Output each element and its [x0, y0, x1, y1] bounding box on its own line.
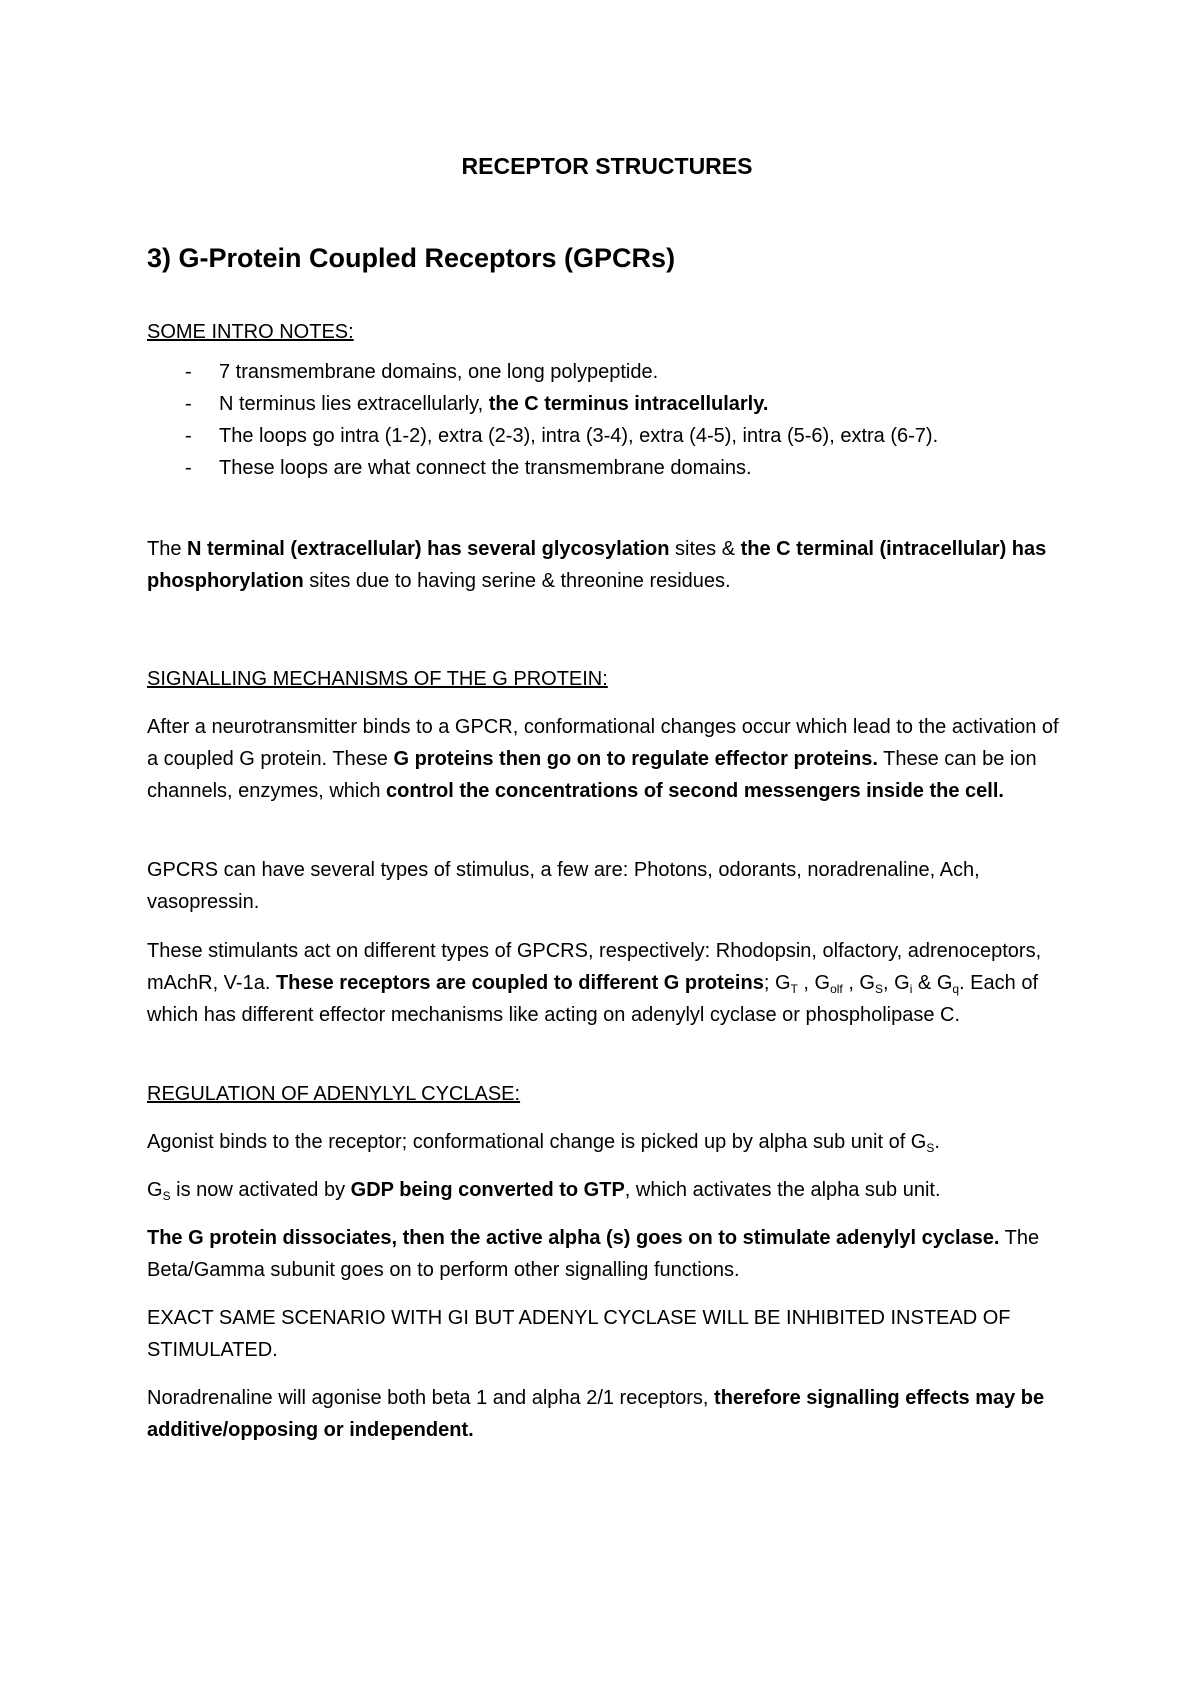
text-run-bold: N terminal (extracellular) has several glycosylation [187, 538, 670, 560]
regulation-paragraph-4: EXACT SAME SCENARIO WITH GI BUT ADENYL CYCLASE WILL BE INHIBITED INSTEAD OF STIMULATED. [147, 1307, 1011, 1361]
regulation-paragraph-2 [147, 1174, 1067, 1206]
signalling-paragraph-1 [147, 711, 1067, 807]
section-heading-gpcrs: 3) G-Protein Coupled Receptors (GPCRs) [147, 243, 676, 273]
regulation-paragraph-1 [147, 1126, 1067, 1158]
text-run: , G [797, 972, 831, 994]
subscript: S [162, 1189, 171, 1203]
list-item [147, 356, 1067, 388]
text-run: sites due to having serine & threonine residues. [303, 570, 731, 592]
signalling-paragraph-3 [147, 935, 1067, 1031]
subscript: S [875, 982, 884, 996]
text-run: , which activates the alpha sub unit. [624, 1179, 941, 1201]
text-run-bold: G proteins then go on to regulate effector proteins. [393, 748, 878, 770]
bullet-text-bold: the C terminus intracellularly. [488, 393, 769, 415]
list-item [147, 420, 1067, 452]
bullet-dash: - [185, 361, 192, 383]
subscript: T [790, 982, 798, 996]
text-run: Agonist binds to the receptor; conformational change is picked up by alpha sub unit of G [147, 1131, 927, 1153]
subscript: S [926, 1141, 935, 1155]
text-run: ; G [763, 972, 791, 994]
text-run: , G [883, 972, 910, 994]
regulation-paragraph-3 [147, 1222, 1067, 1286]
signalling-paragraph-2: GPCRS can have several types of stimulus, a few are: Photons, odorants, noradrenaline, Ach, vasopressin. [147, 859, 980, 913]
text-run: & G [912, 972, 953, 994]
intro-notes-heading: SOME INTRO NOTES: [147, 321, 354, 343]
bullet-dash: - [185, 425, 192, 447]
text-run: G [147, 1179, 163, 1201]
text-run: The Beta/Gamma subunit goes on to perform other signalling functions. [147, 1227, 1040, 1281]
text-run: sites & [669, 538, 741, 560]
intro-bullet-list [147, 356, 1067, 484]
subscript: olf [830, 982, 843, 996]
bullet-text: The loops go intra (1-2), extra (2-3), intra (3-4), extra (4-5), intra (5-6), extra (6-7). [219, 425, 939, 447]
text-run-bold: The G protein dissociates, then the active alpha (s) goes on to stimulate adenylyl cyclase. [147, 1227, 1000, 1249]
regulation-paragraph-5 [147, 1382, 1067, 1446]
text-run: After a neurotransmitter binds to a GPCR, conformational changes occur which lead to the activation of a coupled G protein. These [147, 716, 1059, 770]
text-run: These stimulants act on different types of GPCRS, respectively: Rhodopsin, olfactory, adrenoceptors, mAchR, V-1a. [147, 940, 1042, 994]
text-run-bold: therefore signalling effects may be additive/opposing or independent. [147, 1387, 1045, 1441]
text-run-bold: These receptors are coupled to different G proteins [275, 972, 764, 994]
bullet-text: 7 transmembrane domains, one long polypeptide. [219, 361, 659, 383]
text-run: The [147, 538, 188, 560]
text-run: is now activated by [170, 1179, 351, 1201]
text-run: Noradrenaline will agonise both beta 1 and alpha 2/1 receptors, [147, 1387, 715, 1409]
bullet-text: These loops are what connect the transmembrane domains. [219, 457, 752, 479]
text-run: . [934, 1131, 940, 1153]
text-run: , G [842, 972, 875, 994]
subscript: q [952, 982, 960, 996]
regulation-heading: REGULATION OF ADENYLYL CYCLASE: [147, 1083, 521, 1105]
list-item [147, 452, 1067, 484]
bullet-dash: - [185, 393, 192, 415]
text-run-bold: control the concentrations of second messengers inside the cell. [386, 780, 1004, 802]
text-run-bold: the C terminal (intracellular) has phosphorylation [147, 538, 1047, 592]
text-run: . Each of which has different effector mechanisms like acting on adenylyl cyclase or phospholipase C. [147, 972, 1038, 1026]
text-run-bold: GDP being converted to GTP [350, 1179, 625, 1201]
signalling-heading: SIGNALLING MECHANISMS OF THE G PROTEIN: [147, 668, 608, 690]
list-item [147, 388, 1067, 420]
subscript: i [909, 982, 913, 996]
text-run: These can be ion channels, enzymes, which [147, 748, 1037, 802]
document-title: RECEPTOR STRUCTURES [461, 153, 753, 179]
bullet-text: N terminus lies extracellularly, [219, 393, 489, 415]
terminal-paragraph [147, 533, 1067, 597]
bullet-dash: - [185, 457, 192, 479]
